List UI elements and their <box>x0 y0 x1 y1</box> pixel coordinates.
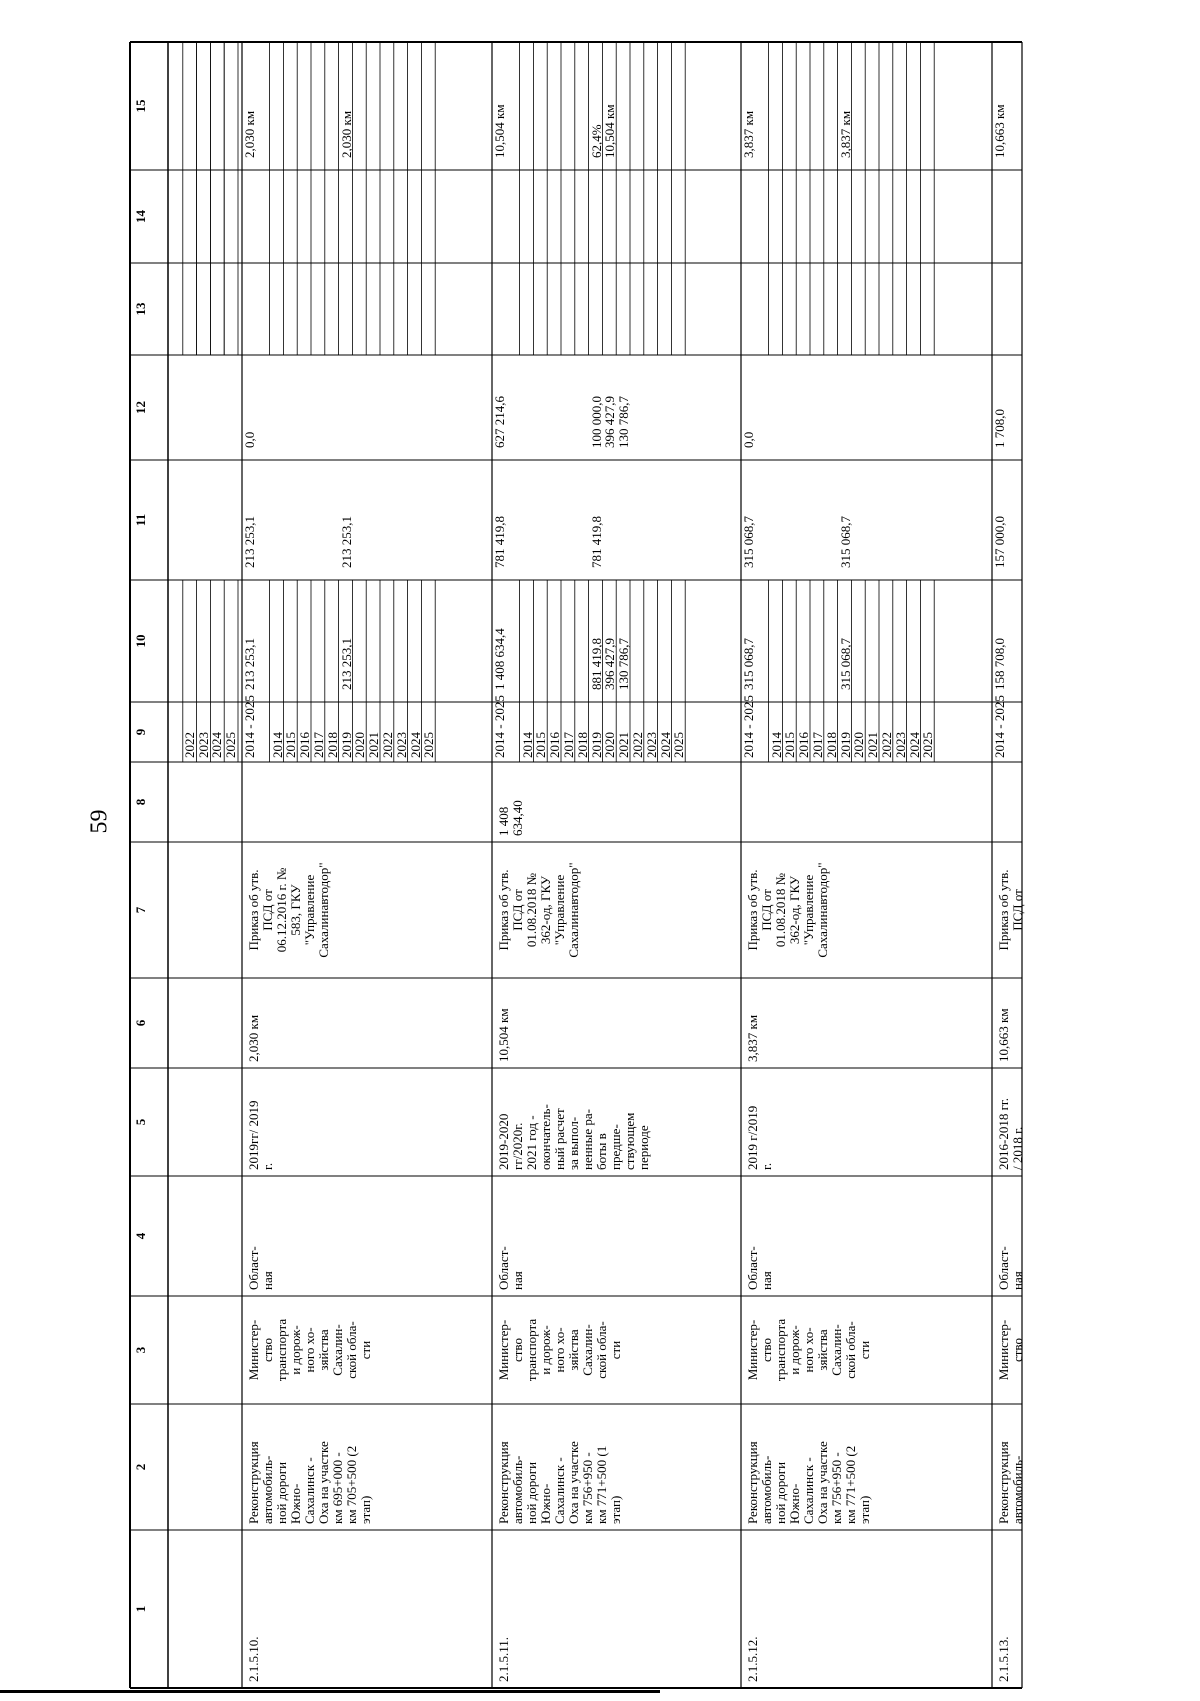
year-cell: 2017 <box>311 732 326 758</box>
row-cost: 1 408 634,40 <box>496 800 525 836</box>
row-num: 2.1.5.13. <box>996 1636 1011 1682</box>
value-cell: 130 786,7 <box>616 638 632 690</box>
row-num: 2.1.5.12. <box>745 1636 760 1682</box>
year-cell: 2018 <box>574 732 590 758</box>
row-name: Реконструкция автомобиль- ной дороги Южно- Сахалинск - Оха на участке км 756+950 - км 771+500 (2 этап) <box>745 1441 872 1524</box>
value-cell: 881 419,8 <box>588 638 604 690</box>
year-cell: 2015 <box>782 732 798 758</box>
year-cell: 2017 <box>810 732 825 758</box>
row-document: Приказ об утв. ПСД от <box>996 869 1025 951</box>
row-capacity: 10,663 км <box>996 1008 1011 1062</box>
year-cell: 2020 <box>851 732 867 758</box>
value-cell: 396 427,9 <box>602 396 618 448</box>
value-cell: 10,504 км <box>492 104 507 158</box>
year-cell: 2023 <box>393 732 409 758</box>
year-cell: 2022 <box>380 732 395 758</box>
year-cell: 2018 <box>324 732 340 758</box>
year-cell: 2022 <box>181 732 197 758</box>
row-ownership: Област- ная <box>745 1246 774 1290</box>
row-capacity: 3,837 км <box>745 1014 760 1062</box>
row-capacity: 10,504 км <box>496 1008 511 1062</box>
row-cost <box>245 765 489 839</box>
row-ownership: Област- ная <box>996 1246 1025 1290</box>
value-cell: 10,504 км <box>602 104 618 158</box>
value-cell: 213 253,1 <box>338 516 354 568</box>
value-cell: 2,030 км <box>242 110 257 158</box>
year-cell: 2016 <box>796 732 812 758</box>
year-cell: 2025 <box>920 732 936 758</box>
value-cell: 315 068,7 <box>741 638 756 690</box>
row-name: Реконструкция автомобиль- ной дороги Южно- Сахалинск - Оха на участке км 695+000 - км 705+500 (2 этап) <box>246 1441 373 1524</box>
year-cell: 2022 <box>630 732 645 758</box>
scan-edge-line <box>0 1690 660 1693</box>
row-period: 2019 г/2019 г. <box>745 1105 774 1170</box>
year-cell: 2014 - 2025 <box>741 695 756 758</box>
year-cell: 2024 <box>407 732 423 758</box>
value-cell: 157 000,0 <box>992 516 1007 568</box>
column-header-6: 6 <box>133 1019 148 1027</box>
year-cell: 2020 <box>352 732 368 758</box>
year-cell: 2023 <box>643 732 659 758</box>
row-period: 2016-2018 гг. / 2018 г. <box>996 1097 1025 1170</box>
row-customer: Министер- ство транспорта и дорож- ного хо- зяйства Сахалин- ской обла- сти <box>246 1318 373 1382</box>
column-header-7: 7 <box>133 906 148 914</box>
value-cell: 1 408 634,4 <box>492 628 507 690</box>
row-name: Реконструкция автомобиль- <box>996 1441 1025 1524</box>
row-ownership: Област- ная <box>496 1246 525 1290</box>
row-document: Приказ об утв. ПСД от 06.12.2016 г. № 583, ГКУ "Управление Сахалинавтодор" <box>246 862 331 958</box>
value-cell: 315 068,7 <box>837 638 853 690</box>
year-cell: 2014 <box>768 732 784 758</box>
year-cell: 2024 <box>657 732 673 758</box>
value-cell: 315 068,7 <box>741 516 756 568</box>
row-cost <box>995 765 1019 839</box>
year-cell: 2020 <box>602 732 618 758</box>
year-cell: 2016 <box>297 732 313 758</box>
year-cell: 2021 <box>865 732 881 758</box>
value-cell: 781 419,8 <box>588 516 604 568</box>
row-name: Реконструкция автомобиль- ной дороги Южно- Сахалинск - Оха на участке км 756+950 - км 771+500 (1 этап) <box>496 1441 623 1524</box>
year-cell: 2014 - 2025 <box>242 695 257 758</box>
year-cell: 2024 <box>906 732 922 758</box>
column-header-10: 10 <box>133 634 148 648</box>
value-cell: 130 786,7 <box>616 396 632 448</box>
year-cell: 2014 - 2025 <box>492 695 507 758</box>
row-period: 2019-2020 гг/2020г. 2021 год - окончатель- ный расчет за выпол- ненные ра- боты в предше- ствующем периоде <box>496 1104 651 1170</box>
row-num: 2.1.5.10. <box>246 1636 261 1682</box>
row-capacity: 2,030 км <box>246 1014 261 1062</box>
year-cell: 2016 <box>547 732 563 758</box>
column-header-9: 9 <box>133 728 148 736</box>
value-cell: 781 419,8 <box>492 516 507 568</box>
value-cell: 2,030 км <box>338 110 354 158</box>
year-cell: 2023 <box>195 732 211 758</box>
column-header-12: 12 <box>133 401 148 414</box>
column-header-1: 1 <box>133 1605 148 1613</box>
year-cell: 2019 <box>837 732 853 758</box>
value-cell: 1 708,0 <box>992 409 1007 448</box>
value-cell: 3,837 км <box>741 110 756 158</box>
year-cell: 2025 <box>421 732 437 758</box>
value-cell: 10,663 км <box>992 104 1007 158</box>
column-header-4: 4 <box>133 1232 148 1240</box>
column-header-3: 3 <box>133 1346 148 1354</box>
year-cell: 2015 <box>283 732 299 758</box>
year-cell: 2018 <box>823 732 839 758</box>
row-ownership: Област- ная <box>246 1246 275 1290</box>
column-header-5: 5 <box>133 1118 148 1126</box>
value-cell: 213 253,1 <box>242 516 257 568</box>
year-cell: 2017 <box>561 732 576 758</box>
year-cell: 2021 <box>366 732 382 758</box>
year-cell: 2019 <box>588 732 604 758</box>
year-cell: 2023 <box>892 732 908 758</box>
year-cell: 2024 <box>209 732 225 758</box>
year-cell: 2025 <box>671 732 687 758</box>
column-header-15: 15 <box>133 99 148 113</box>
row-customer: Министер- ство <box>996 1319 1025 1381</box>
year-cell: 2014 <box>269 732 285 758</box>
year-cell: 2021 <box>616 732 632 758</box>
row-customer: Министер- ство транспорта и дорож- ного хо- зяйства Сахалин- ской обла- сти <box>496 1318 623 1382</box>
value-cell: 0,0 <box>242 431 257 448</box>
column-header-8: 8 <box>133 798 148 806</box>
page-number: 59 <box>86 809 113 834</box>
column-header-13: 13 <box>133 302 148 316</box>
value-cell: 100 000,0 <box>588 396 604 448</box>
row-customer: Министер- ство транспорта и дорож- ного хо- зяйства Сахалин- ской обла- сти <box>745 1318 872 1382</box>
value-cell: 158 708,0 <box>992 638 1007 690</box>
value-cell: 213 253,1 <box>242 638 257 690</box>
value-cell: 3,837 км <box>837 110 853 158</box>
value-cell: 0,0 <box>741 431 756 448</box>
year-cell: 2014 - 2025 <box>992 695 1007 758</box>
column-header-2: 2 <box>133 1463 148 1471</box>
year-cell: 2014 <box>519 732 535 758</box>
row-period: 2019гг/ 2019 г. <box>246 1100 275 1170</box>
row-document: Приказ об утв. ПСД от 01.08.2018 № 362-од, ГКУ "Управление Сахалинавтодор" <box>745 862 830 958</box>
value-cell: 627 214,6 <box>492 396 507 448</box>
year-cell: 2022 <box>879 732 894 758</box>
year-cell: 2019 <box>338 732 354 758</box>
value-cell: 396 427,9 <box>602 638 618 690</box>
year-cell: 2015 <box>533 732 549 758</box>
year-cell: 2025 <box>223 732 239 758</box>
value-cell: 315 068,7 <box>837 516 853 568</box>
row-document: Приказ об утв. ПСД от 01.08.2018 № 362-од, ГКУ "Управление Сахалинавтодор" <box>496 862 581 958</box>
column-header-14: 14 <box>133 210 148 223</box>
row-cost <box>744 765 989 839</box>
column-header-11: 11 <box>133 513 148 527</box>
row-num: 2.1.5.11. <box>496 1636 511 1682</box>
value-cell: 62,4% <box>588 124 604 158</box>
value-cell: 213 253,1 <box>338 638 354 690</box>
